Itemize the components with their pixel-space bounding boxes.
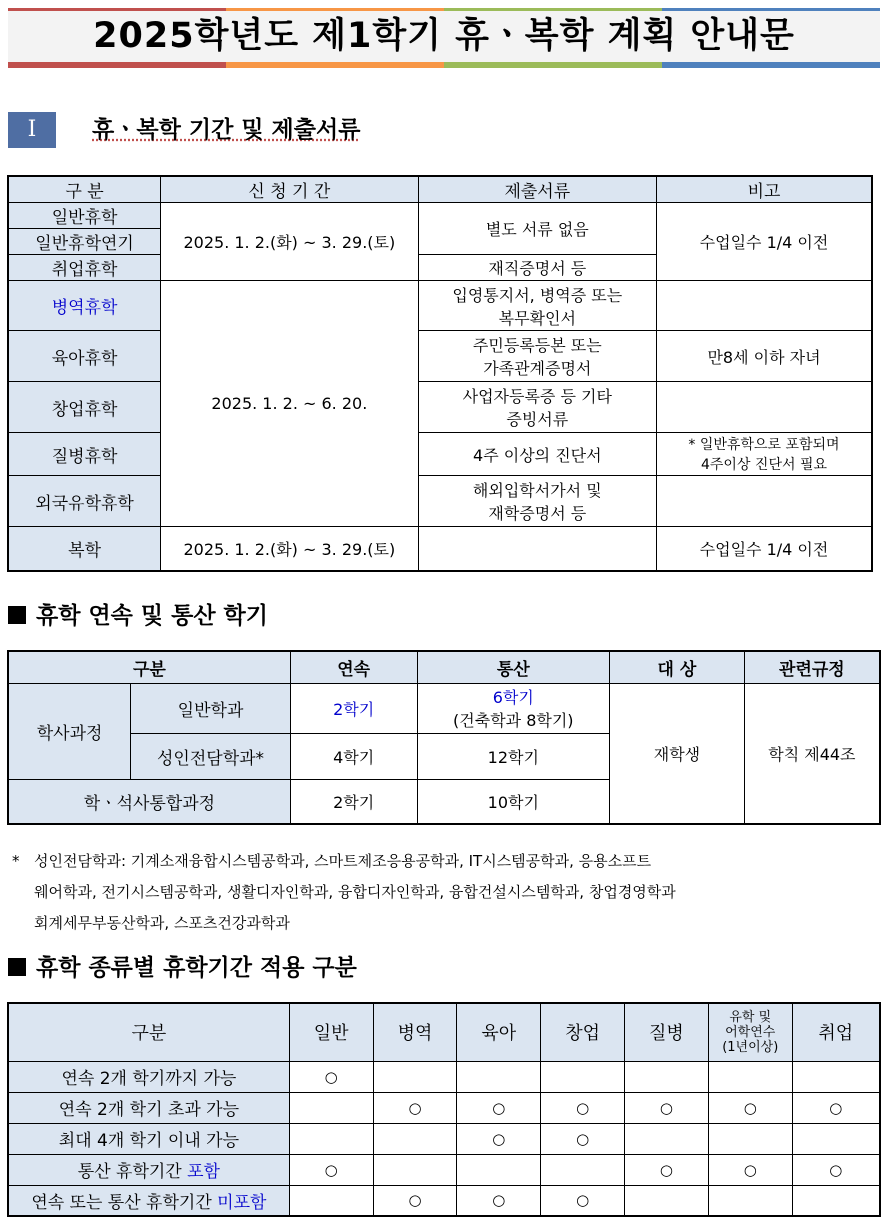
mark-cell xyxy=(625,1185,709,1216)
docs-cell: 4주 이상의 진단서 xyxy=(418,433,656,476)
total-cell: 10학기 xyxy=(417,779,610,824)
mark-cell: ○ xyxy=(625,1154,709,1185)
mark-cell xyxy=(708,1185,792,1216)
leave-type-table xyxy=(7,1002,881,1217)
cont-cell: 2학기 xyxy=(290,779,417,824)
table-row xyxy=(8,433,872,476)
row-label: 일반휴학 xyxy=(8,203,161,229)
header-category: 구 분 xyxy=(8,176,161,203)
remark-cell: 만8세 이하 자녀 xyxy=(657,331,873,382)
remark-cell xyxy=(657,281,873,331)
row-label: 학ㆍ석사통합과정 xyxy=(8,779,290,824)
mark-cell xyxy=(792,1061,880,1092)
table-header-row xyxy=(8,1003,880,1061)
header-illness: 질병 xyxy=(625,1003,709,1061)
table-row xyxy=(8,683,880,733)
mark-cell xyxy=(625,1123,709,1154)
row-label: 성인전담학과* xyxy=(131,733,291,779)
docs-line: 주민등록등본 또는 xyxy=(472,336,602,355)
mark-cell: ○ xyxy=(373,1092,457,1123)
mark-cell xyxy=(289,1123,373,1154)
note-line xyxy=(12,877,878,908)
docs-cell xyxy=(418,281,656,331)
docs-line: 가족관계증명서 xyxy=(483,359,592,378)
header-target: 대 상 xyxy=(610,651,745,683)
header-general: 일반 xyxy=(289,1003,373,1061)
header-childcare: 육아 xyxy=(457,1003,541,1061)
row-label xyxy=(8,1092,289,1123)
row-label xyxy=(8,1185,289,1216)
header-abroad xyxy=(708,1003,792,1061)
table-row xyxy=(8,1092,880,1123)
header-documents: 제출서류 xyxy=(418,176,656,203)
table-row xyxy=(8,331,872,382)
note-text: 회계세무부동산학과, 스포츠건강과학과 xyxy=(34,914,290,932)
mark-cell: ○ xyxy=(289,1061,373,1092)
docs-line: 해외입학서가서 및 xyxy=(472,481,602,500)
period-cell: 2025. 1. 2.(화) ~ 3. 29.(토) xyxy=(161,203,418,281)
row-label: 육아휴학 xyxy=(8,331,161,382)
header-military: 병역 xyxy=(373,1003,457,1061)
total-cell: 12학기 xyxy=(417,733,610,779)
table-row xyxy=(8,476,872,527)
header-line: 유학 및 xyxy=(729,1009,772,1025)
mark-cell: ○ xyxy=(541,1092,625,1123)
docs-line: 증빙서류 xyxy=(506,410,569,429)
section3-heading xyxy=(8,953,357,983)
mark-cell: ○ xyxy=(457,1092,541,1123)
row-label: 복학 xyxy=(8,527,161,571)
mark-cell: ○ xyxy=(625,1092,709,1123)
header-category: 구분 xyxy=(8,651,290,683)
docs-cell xyxy=(418,331,656,382)
header-continuous: 연속 xyxy=(290,651,417,683)
docs-line: 재학증명서 등 xyxy=(488,504,587,523)
period-documents-table xyxy=(7,175,873,572)
cont-cell: 2학기 xyxy=(290,683,417,733)
mark-cell: ○ xyxy=(792,1154,880,1185)
mark-cell xyxy=(792,1185,880,1216)
row-label: 병역휴학 xyxy=(8,281,161,331)
square-bullet-icon xyxy=(8,606,26,624)
mark-cell: ○ xyxy=(289,1154,373,1185)
docs-line: 복무확인서 xyxy=(498,308,576,328)
row-label xyxy=(8,1154,289,1185)
remark-cell xyxy=(657,476,873,527)
remark-cell: 수업일수 1/4 이전 xyxy=(657,527,873,571)
row-label: 창업휴학 xyxy=(8,382,161,433)
remark-cell xyxy=(657,433,873,476)
page-title: 2025학년도 제1학기 휴ㆍ복학 계획 안내문 xyxy=(93,16,795,56)
mark-cell: ○ xyxy=(541,1185,625,1216)
section3-title: 휴학 종류별 휴학기간 적용 구분 xyxy=(36,955,357,981)
mark-cell: ○ xyxy=(708,1092,792,1123)
docs-cell xyxy=(418,382,656,433)
remark-line: 4주이상 진단서 필요 xyxy=(701,457,827,473)
mark-cell: ○ xyxy=(708,1154,792,1185)
header-startup: 창업 xyxy=(541,1003,625,1061)
note-text: 성인전담학과: 기계소재융합시스템공학과, 스마트제조응용공학과, IT시스템공학과, 응용소프트 xyxy=(34,852,652,870)
mark-cell: ○ xyxy=(457,1185,541,1216)
square-bullet-icon xyxy=(8,958,26,976)
section1-heading xyxy=(8,112,360,148)
table-row xyxy=(8,1061,880,1092)
bachelor-label: 학사과정 xyxy=(8,683,131,779)
mark-cell xyxy=(708,1061,792,1092)
period-cell: 2025. 1. 2. ~ 6. 20. xyxy=(161,281,418,527)
mark-cell xyxy=(541,1154,625,1185)
mark-cell xyxy=(541,1061,625,1092)
adult-dept-note xyxy=(12,846,878,939)
title-banner xyxy=(8,8,880,62)
cont-cell: 4학기 xyxy=(290,733,417,779)
table-row xyxy=(8,1185,880,1216)
section2-heading xyxy=(8,601,268,631)
row-label-text: 연속 또는 통산 휴학기간 xyxy=(31,1192,218,1213)
table-row xyxy=(8,382,872,433)
mark-cell xyxy=(373,1123,457,1154)
note-bullet: * xyxy=(12,852,20,870)
mark-cell: ○ xyxy=(541,1123,625,1154)
row-label: 취업휴학 xyxy=(8,255,161,281)
header-period: 신 청 기 간 xyxy=(161,176,418,203)
row-label-text: 통산 휴학기간 xyxy=(77,1162,188,1182)
note-line xyxy=(12,846,878,877)
target-cell: 재학생 xyxy=(610,683,745,824)
row-label xyxy=(8,1123,289,1154)
header-employment: 취업 xyxy=(792,1003,880,1061)
docs-line: 입영통지서, 병역증 또는 xyxy=(452,285,623,305)
docs-cell: 재직증명서 등 xyxy=(418,255,656,281)
table-row xyxy=(8,1154,880,1185)
header-line: (1년이상) xyxy=(722,1039,779,1055)
header-regulation: 관련규정 xyxy=(744,651,880,683)
mark-cell xyxy=(373,1154,457,1185)
mark-cell xyxy=(457,1061,541,1092)
mark-cell xyxy=(289,1185,373,1216)
total-note: (건축학과 8학기) xyxy=(453,711,574,730)
mark-cell xyxy=(625,1061,709,1092)
header-remarks: 비고 xyxy=(657,176,873,203)
row-label-highlight: 포함 xyxy=(187,1162,220,1182)
docs-cell: 별도 서류 없음 xyxy=(418,203,656,255)
section2-title: 휴학 연속 및 통산 학기 xyxy=(36,603,268,629)
docs-line: 사업자등록증 등 기타 xyxy=(462,387,612,406)
mark-cell: ○ xyxy=(792,1092,880,1123)
mark-cell: ○ xyxy=(457,1123,541,1154)
row-label-highlight: 미포함 xyxy=(217,1192,267,1213)
header-line: 어학연수 xyxy=(725,1024,776,1040)
total-value: 6학기 xyxy=(492,688,534,707)
row-label: 외국유학휴학 xyxy=(8,476,161,527)
regulation-cell: 학칙 제44조 xyxy=(744,683,880,824)
header-category: 구분 xyxy=(8,1003,289,1061)
note-text: 웨어학과, 전기시스템공학과, 생활디자인학과, 융합디자인학과, 융합건설시스템학과, 창업경영학과 xyxy=(34,883,676,901)
table-header-row xyxy=(8,651,880,683)
table-row xyxy=(8,281,872,331)
banner-bottom-stripe xyxy=(8,62,880,68)
docs-cell xyxy=(418,476,656,527)
mark-cell xyxy=(708,1123,792,1154)
table-row xyxy=(8,203,872,229)
row-label: 일반학과 xyxy=(131,683,291,733)
semester-limit-table xyxy=(7,650,881,825)
table-row xyxy=(8,1123,880,1154)
total-cell xyxy=(417,683,610,733)
mark-cell xyxy=(373,1061,457,1092)
row-label-text: 연속 2개 학기 초과 가능 xyxy=(58,1100,239,1120)
remark-cell xyxy=(657,382,873,433)
remark-cell: 수업일수 1/4 이전 xyxy=(657,203,873,281)
mark-cell xyxy=(792,1123,880,1154)
mark-cell xyxy=(457,1154,541,1185)
row-label-text: 연속 2개 학기까지 가능 xyxy=(61,1069,237,1089)
row-label xyxy=(8,1061,289,1092)
row-label: 일반휴학연기 xyxy=(8,229,161,255)
remark-line: * 일반휴학으로 포함되며 xyxy=(688,437,840,453)
docs-cell xyxy=(418,527,656,571)
table-row xyxy=(8,527,872,571)
banner-top-stripe xyxy=(8,8,880,11)
table-header-row xyxy=(8,176,872,203)
mark-cell xyxy=(289,1092,373,1123)
row-label-text: 최대 4개 학기 이내 가능 xyxy=(58,1131,239,1151)
period-cell: 2025. 1. 2.(화) ~ 3. 29.(토) xyxy=(161,527,418,571)
section-number-badge: Ⅰ xyxy=(8,112,56,148)
note-line xyxy=(12,908,878,939)
row-label: 질병휴학 xyxy=(8,433,161,476)
mark-cell: ○ xyxy=(373,1185,457,1216)
header-total: 통산 xyxy=(417,651,610,683)
section1-title: 휴ㆍ복학 기간 및 제출서류 xyxy=(92,117,361,143)
